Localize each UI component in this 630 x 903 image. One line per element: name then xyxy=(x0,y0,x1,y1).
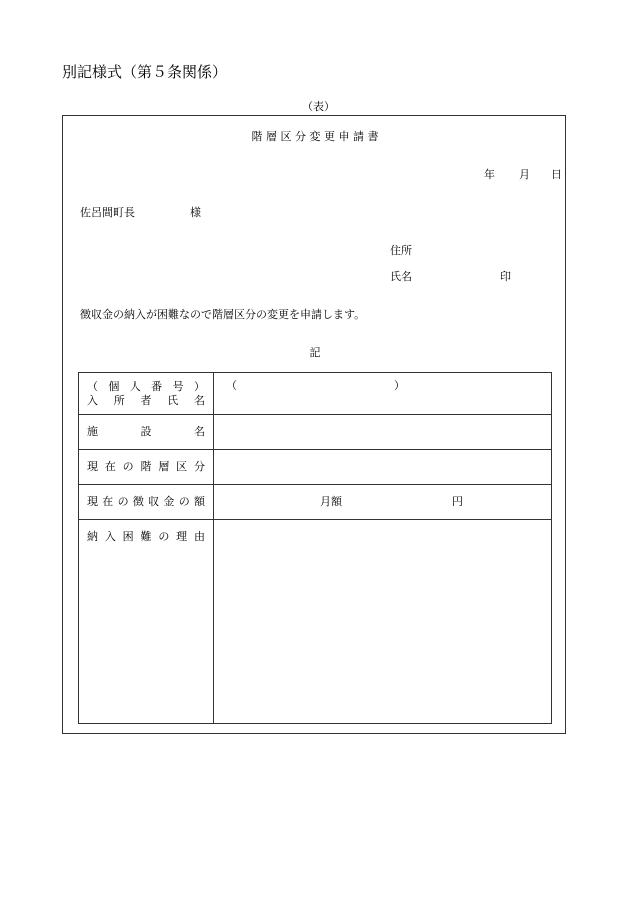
label-char: 在 xyxy=(102,495,114,508)
resident-label-cell xyxy=(79,373,214,415)
date-day-label: 日 xyxy=(551,168,562,181)
facility-value-cell[interactable] xyxy=(214,415,552,450)
current-fee-label xyxy=(87,495,205,509)
label-char: 入 xyxy=(104,530,116,543)
label-char: 徴 xyxy=(132,495,144,508)
note-label: 記 xyxy=(309,346,321,359)
label-char: の xyxy=(117,495,129,508)
fee-value-cell[interactable] xyxy=(214,485,552,520)
label-char: 区 xyxy=(176,460,188,473)
reason-label xyxy=(87,530,205,544)
facility-name-label xyxy=(87,425,205,439)
date-year-label: 年 xyxy=(484,168,495,181)
yen-label: 円 xyxy=(452,495,463,508)
form-title: 階 層 区 分 変 更 申 請 書 xyxy=(251,130,379,143)
current-tier-label xyxy=(87,460,205,474)
individual-number-row xyxy=(214,379,551,393)
application-statement: 徴収金の納入が困難なので階層区分の変更を申請します。 xyxy=(80,308,366,321)
label-char: 理 xyxy=(176,530,188,543)
label-char: 分 xyxy=(193,460,205,473)
addressee-name: 佐呂間町長 xyxy=(80,206,135,219)
form-number-label: 別記様式（第５条関係） xyxy=(62,63,228,81)
label-char: 収 xyxy=(148,495,160,508)
table-row xyxy=(79,485,552,520)
paren-open: （ xyxy=(226,379,237,392)
addressee-honorific: 様 xyxy=(190,206,201,219)
applicant-address-label: 住所 xyxy=(390,244,412,257)
table-row xyxy=(79,373,552,415)
label-char: ） xyxy=(193,379,205,393)
label-char: 番 xyxy=(151,379,163,393)
label-char: 人 xyxy=(129,379,141,393)
label-char: 入 xyxy=(87,393,98,407)
label-char: 金 xyxy=(163,495,175,508)
label-char: 現 xyxy=(87,495,98,508)
label-char: 所 xyxy=(113,393,125,407)
facility-label-cell xyxy=(79,415,214,450)
label-char: 氏 xyxy=(167,393,179,407)
label-char: 難 xyxy=(140,530,152,543)
table-row xyxy=(79,450,552,485)
individual-number-label xyxy=(87,380,205,394)
label-char: の xyxy=(158,530,170,543)
monthly-label: 月額 xyxy=(320,495,342,508)
label-char: 号 xyxy=(172,379,184,393)
date-month-label: 月 xyxy=(519,168,530,181)
tier-value-cell[interactable] xyxy=(214,450,552,485)
resident-value-cell[interactable] xyxy=(214,373,552,415)
label-char: 者 xyxy=(140,393,152,407)
label-char: 個 xyxy=(108,379,120,393)
table-row xyxy=(79,415,552,450)
seal-label: 印 xyxy=(500,270,511,283)
label-char: 階 xyxy=(140,460,152,473)
tier-label-cell xyxy=(79,450,214,485)
label-char: 名 xyxy=(194,393,205,407)
label-char: の xyxy=(178,495,190,508)
side-label: （表） xyxy=(302,100,335,113)
label-char: の xyxy=(122,460,134,473)
detail-table xyxy=(78,372,552,724)
fee-label-cell xyxy=(79,485,214,520)
paren-close: ） xyxy=(394,379,405,392)
table-row xyxy=(79,520,552,724)
label-char: 名 xyxy=(194,425,205,438)
label-char: 層 xyxy=(158,460,170,473)
label-char: 現 xyxy=(87,460,98,473)
fee-value-row xyxy=(214,495,551,509)
label-char: 設 xyxy=(140,425,152,438)
label-char: 施 xyxy=(87,425,98,438)
reason-value-cell[interactable] xyxy=(214,520,552,724)
applicant-name-label: 氏名 xyxy=(390,270,412,283)
label-char: 由 xyxy=(193,530,205,543)
label-char: 困 xyxy=(122,530,134,543)
label-char: （ xyxy=(87,379,98,393)
label-char: 額 xyxy=(193,495,205,508)
reason-label-cell xyxy=(79,520,214,724)
label-char: 納 xyxy=(87,530,98,543)
label-char: 在 xyxy=(104,460,116,473)
resident-name-label xyxy=(87,394,205,408)
